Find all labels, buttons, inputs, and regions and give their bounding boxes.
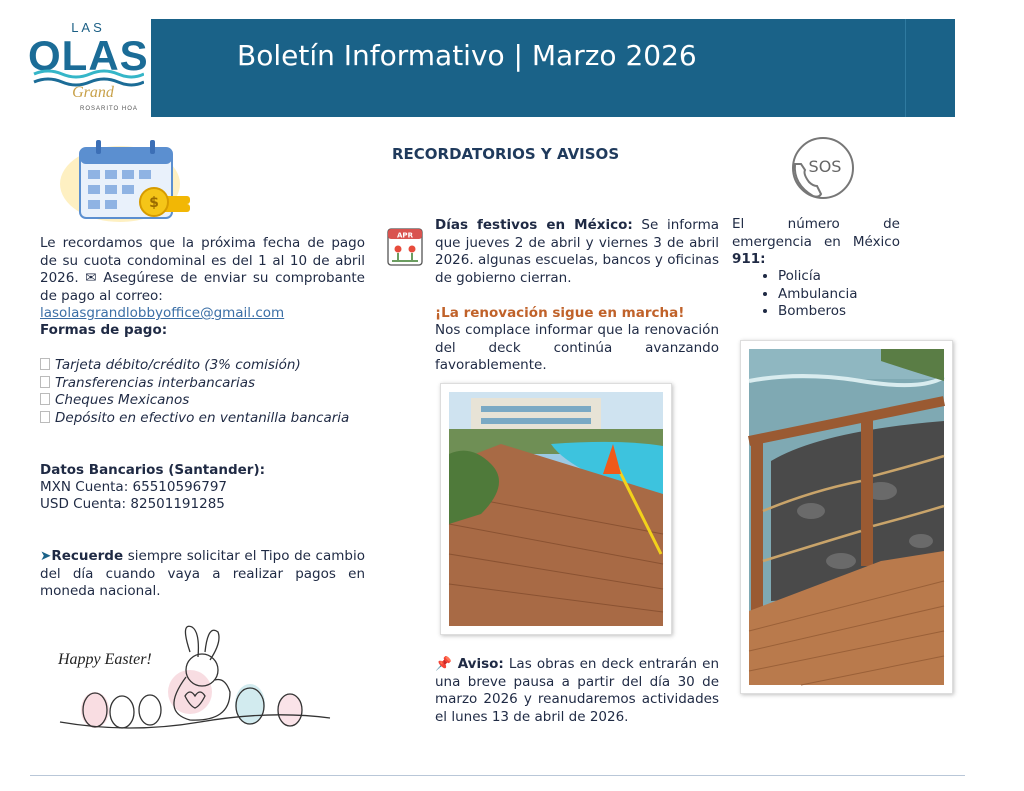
calendar-month-label: APR (397, 231, 413, 240)
reminder-text-2: Asegúrese de enviar su comprobante de pago al correo: (40, 270, 365, 304)
bullet-icon (40, 376, 50, 388)
bullet-icon (40, 411, 50, 423)
logo-script-text: Grand (72, 84, 114, 101)
mxn-account: MXN Cuenta: 65510596797 (40, 479, 228, 495)
payment-reminder (40, 235, 365, 323)
happy-easter-illustration (40, 622, 340, 742)
list-item: • Bomberos (778, 303, 900, 321)
logo-sub-text: ROSARITO HOA (80, 106, 138, 112)
holidays-notice: Días festivos en México: Se informa que jueves 2 de abril y viernes 3 de abril 2026. algunas escuelas, bancos y oficinas de gobierno cierran. (435, 217, 719, 286)
logo-top-text: LAS (71, 20, 105, 35)
bullet-icon (40, 393, 50, 405)
list-item: Cheques Mexicanos (40, 392, 370, 410)
deck-notice: 📌 Aviso: Las obras en deck entrarán en una breve pausa a partir del día 30 de marzo 2026 y reanudaremos actividades el lunes 13 de abril de 2026. (435, 656, 720, 725)
bank-heading: Datos Bancarios (Santander): (40, 462, 266, 478)
emergency-services-list (732, 268, 900, 321)
exchange-reminder: ➤Recuerde siempre solicitar el Tipo de cambio del día cuando vaya a realizar pagos en moneda nacional. (40, 548, 365, 599)
header-banner (151, 19, 955, 117)
arrow-right-icon: ➤ (40, 548, 52, 564)
pushpin-icon: 📌 (435, 656, 453, 672)
list-item: Transferencias interbancarias (40, 375, 370, 393)
renovation-title: ¡La renovación sigue en marcha! (435, 305, 685, 321)
calendar-payment-icon (50, 136, 200, 226)
sos-phone-icon (783, 134, 857, 204)
svg-text:$: $ (149, 195, 159, 211)
easter-text: Happy Easter! (58, 651, 152, 668)
payment-methods-list (40, 357, 370, 427)
payment-methods-heading: Formas de pago: (40, 322, 168, 338)
list-item: • Policía (778, 268, 900, 286)
calendar-flowers-icon (386, 225, 426, 267)
page-title: Boletín Informativo | Marzo 2026 (237, 39, 697, 72)
banner-divider (905, 19, 906, 117)
usd-account: USD Cuenta: 82501191285 (40, 496, 225, 512)
list-item: Tarjeta débito/crédito (3% comisión) (40, 357, 370, 375)
emergency-text: El número de emergencia en México 911: (732, 216, 900, 267)
sos-label: SOS (808, 157, 842, 176)
reminder-text: Le recordamos que la próxima fecha de pago de su cuota condominal es del 1 al 10 de abril 2026. (40, 235, 365, 286)
ocean-deck-photo (740, 340, 953, 694)
section-heading: RECORDATORIOS Y AVISOS (392, 145, 620, 163)
list-item: • Ambulancia (778, 286, 900, 304)
list-item: Depósito en efectivo en ventanilla bancaria (40, 410, 370, 428)
renovation-text: Nos complace informar que la renovación del deck continúa avanzando favorablemente. (435, 322, 719, 373)
email-link[interactable]: lasolasgrandlobbyoffice@gmail.com (40, 305, 285, 321)
footer-divider (30, 775, 965, 776)
bullet-icon (40, 358, 50, 370)
envelope-icon: ✉ (85, 270, 97, 286)
hoa-logo (28, 20, 148, 120)
logo-main-text: OLAS (28, 32, 149, 79)
pool-deck-photo (440, 383, 672, 635)
